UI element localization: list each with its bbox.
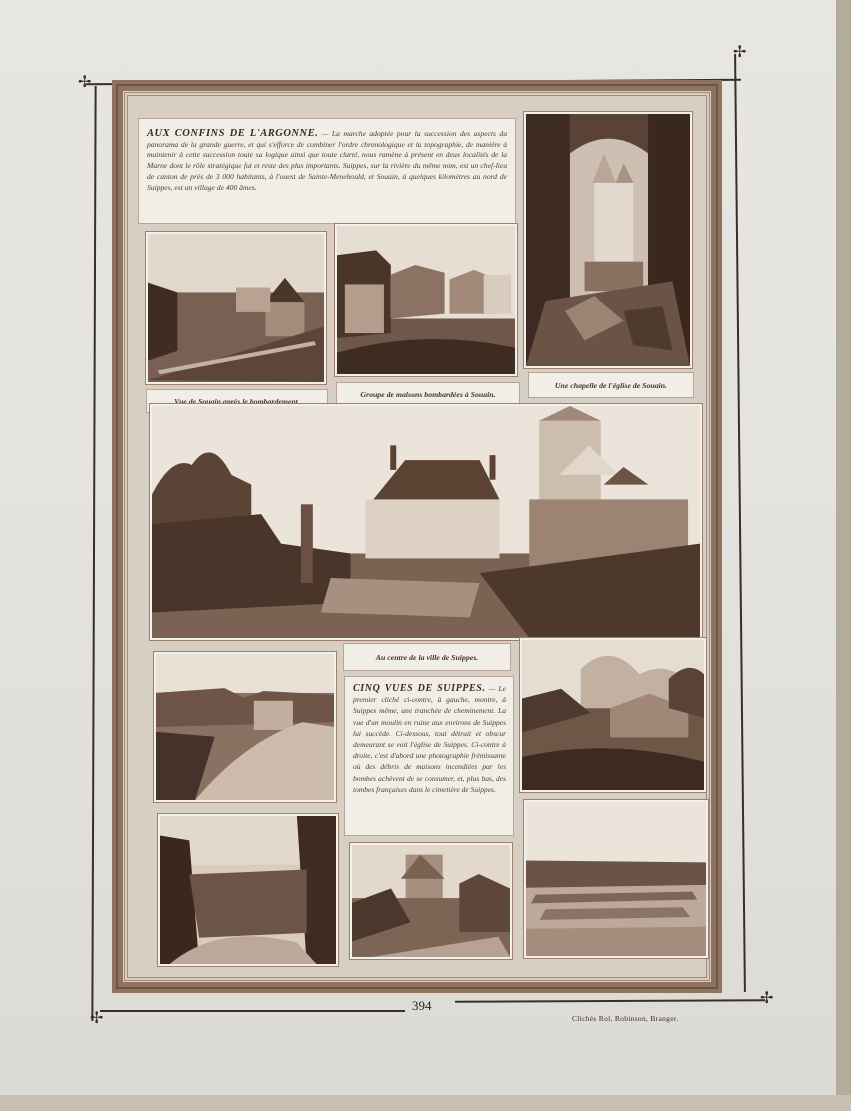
photo-burning-houses [520, 638, 706, 792]
photo-cemetery [524, 800, 708, 958]
page-number: 394 [412, 998, 432, 1013]
photo-chapel-souain [524, 112, 692, 368]
frame-corner-ornament: ✢ [760, 988, 774, 1007]
photo-credit: Clichés Rol, Robinson, Branger. [572, 1014, 679, 1023]
caption-souain-view-text: Vue de Souain après le bombardement. [174, 396, 300, 406]
photo-suippes-trench [154, 652, 336, 802]
suippes-body: — Le premier cliché ci-contre, à gauche, montre, à Suippes même, une tranchée de cheminement. La vue d'un moulin en ruine aux environs de Suippes lui succède. Ci-dessous, tout détruit et obscur demeurant se voit l'église de Suippes. Ci-contre à droite, c'est d'abord une photographie frémissante où des débris de maisons incendiées par les bombes achèvent de se consumer, et, plus bas, des tombes françaises dans le cimetière de Suippes. [353, 684, 506, 794]
photo-souain-view [146, 232, 326, 384]
intro-text-panel [138, 118, 516, 224]
caption-houses-group [336, 382, 520, 406]
caption-town-center-text: Au centre de la ville de Suippes. [375, 652, 479, 662]
intro-title: AUX CONFINS DE L'ARGONNE. [147, 128, 319, 139]
suippes-title: CINQ VUES DE SUIPPES. [353, 683, 486, 694]
caption-houses-group-text: Groupe de maisons bombardées à Souain. [360, 389, 496, 399]
page-edge-right [836, 0, 851, 1111]
page-edge-bottom [0, 1095, 851, 1111]
caption-town-center [343, 643, 511, 671]
caption-chapel-text: Une chapelle de l'église de Souain. [554, 380, 668, 390]
frame-corner-ornament: ✢ [78, 72, 92, 91]
intro-paragraph [147, 129, 507, 193]
suippes-paragraph [353, 683, 506, 795]
caption-chapel [528, 372, 694, 398]
frame-corner-ornament: ✢ [90, 1008, 104, 1027]
photo-suippes-church [350, 843, 512, 959]
frame-bottom-line-left [100, 1010, 405, 1012]
suippes-text-panel [344, 676, 514, 836]
photo-suippes-center [150, 404, 702, 640]
photo-mill-ruins [158, 814, 338, 966]
intro-body: — La marche adoptée pour la succession des aspects du panorama de la grande guerre, et qui s'efforce de combiner l'ordre chronologique et la topographie, de manière à maintenir à cette succession toute sa logique ainsi que toute clarté, nous ramène à présent en deux localités de la Marne dont le rôle stratégique fut et reste des plus importants. Suippes, sur la rivière du même nom, est un chef-lieu de canton de près de 3 000 habitants, à l'ouest de Sainte-Menehould, et Souain, à quelques kilomètres au nord de Suippes, est un village de 400 âmes. [147, 129, 507, 192]
frame-corner-ornament: ✢ [733, 42, 747, 61]
photo-houses-group [335, 224, 517, 376]
